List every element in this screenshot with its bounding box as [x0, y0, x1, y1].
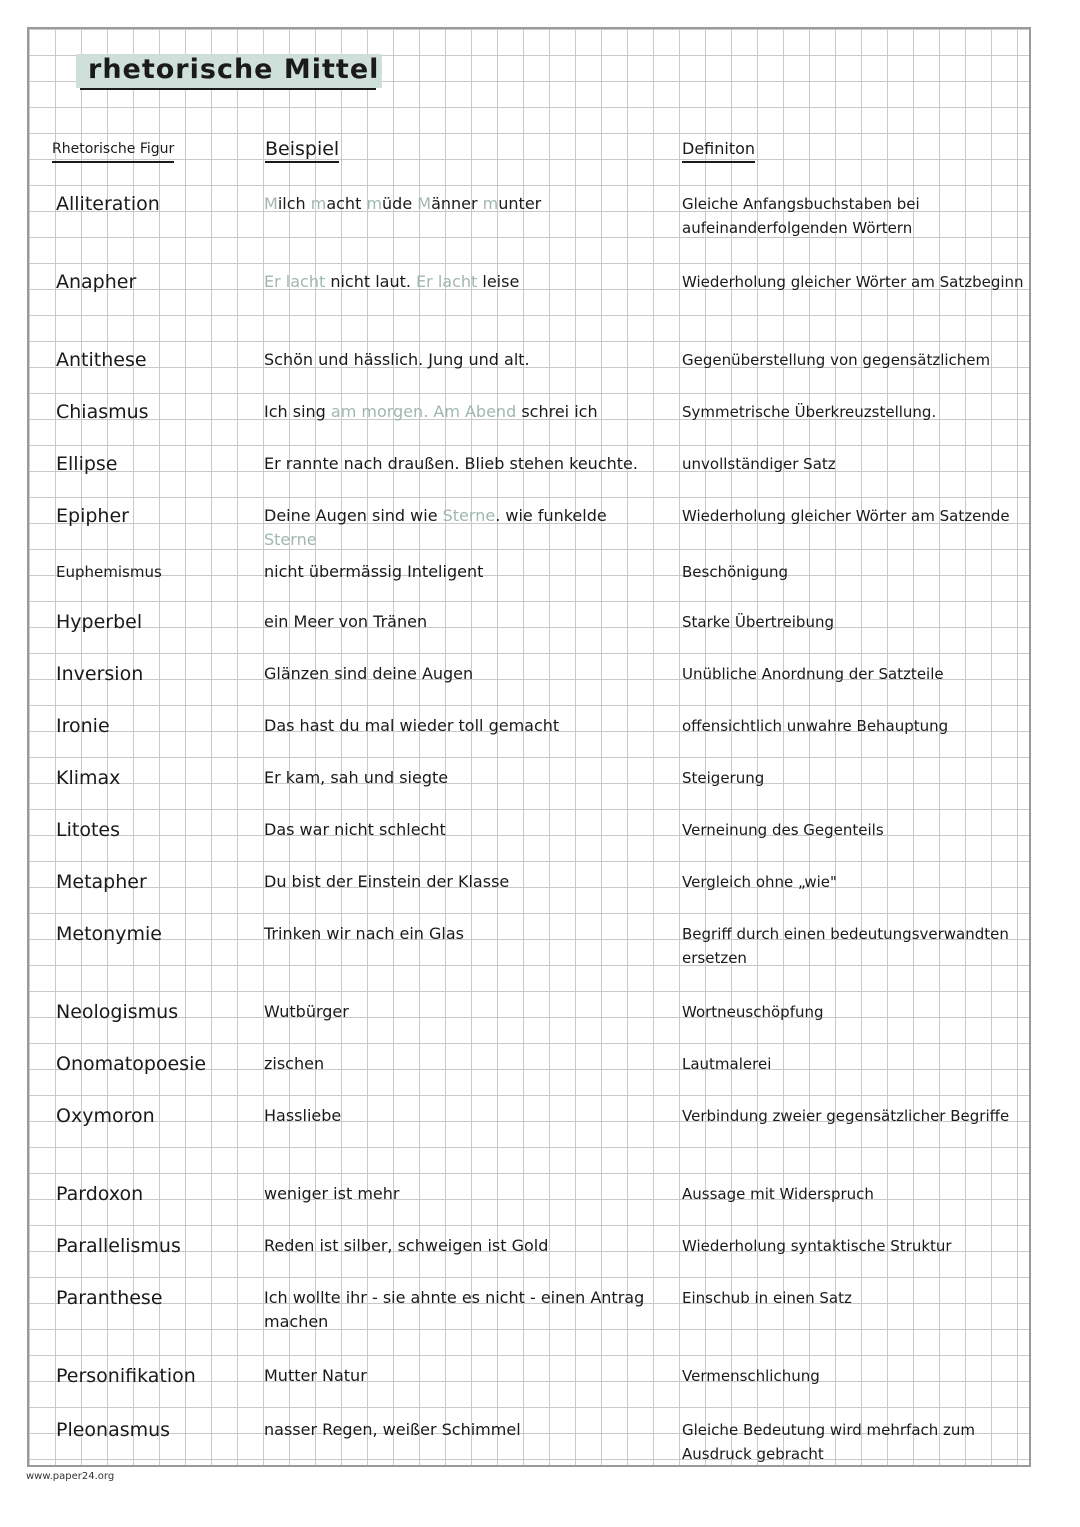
footer-url: www.paper24.org — [26, 1471, 115, 1482]
figure-definition: Symmetrische Überkreuzstellung. — [682, 403, 937, 421]
example-text: üde — [382, 194, 418, 213]
figure-term: Metonymie — [56, 923, 162, 945]
page-title: rhetorische Mittel — [88, 54, 380, 85]
figure-example — [264, 766, 664, 790]
figure-term: Pardoxon — [56, 1183, 144, 1205]
figure-term: Epipher — [56, 505, 129, 527]
example-text: acht — [326, 194, 367, 213]
example-highlight: Sterne — [264, 530, 317, 549]
header-term-label: Rhetorische Figur — [52, 138, 174, 163]
figure-example — [264, 1000, 664, 1024]
example-text: ein Meer von Tränen — [264, 612, 428, 631]
figure-definition: Verbindung zweier gegensätzlicher Begriffe — [682, 1107, 1010, 1125]
figure-term: Litotes — [56, 819, 120, 841]
figure-term: Euphemismus — [56, 563, 162, 581]
example-text: Reden ist silber, schweigen ist Gold — [264, 1236, 549, 1255]
example-text: Mutter Natur — [264, 1366, 367, 1385]
figure-term: Neologismus — [56, 1001, 179, 1023]
figure-term: Ellipse — [56, 453, 118, 475]
figure-term: Antithese — [56, 349, 147, 371]
example-text: änner — [431, 194, 483, 213]
figure-term: Anapher — [56, 271, 137, 293]
figure-term: Hyperbel — [56, 611, 143, 633]
figure-example — [264, 610, 664, 634]
figure-definition: Vermenschlichung — [682, 1367, 820, 1385]
example-highlight: M — [417, 194, 432, 213]
example-text: Schön und hässlich. Jung und alt. — [264, 350, 530, 369]
figure-example — [264, 870, 664, 894]
figure-example — [264, 452, 664, 476]
example-text: Trinken wir nach ein Glas — [264, 924, 465, 943]
figure-term: Metapher — [56, 871, 147, 893]
figure-example — [264, 662, 664, 686]
figure-term: Personifikation — [56, 1365, 196, 1387]
figure-example — [264, 270, 664, 294]
figure-definition: Gegenüberstellung von gegensätzlichem — [682, 351, 991, 369]
figure-example — [264, 560, 664, 584]
example-highlight: Er lacht — [264, 272, 326, 291]
figure-example — [264, 922, 664, 946]
example-highlight: m — [366, 194, 383, 213]
example-highlight: am morgen. Am Abend — [330, 402, 517, 421]
example-text: Deine Augen sind wie — [264, 506, 443, 525]
figure-example — [264, 1286, 664, 1334]
figure-term: Parallelismus — [56, 1235, 181, 1257]
example-highlight: M — [264, 194, 278, 213]
example-text: Das war nicht schlecht — [264, 820, 446, 839]
example-text: Du bist der Einstein der Klasse — [264, 872, 510, 891]
figure-definition: Beschönigung — [682, 563, 788, 581]
figure-example — [264, 400, 664, 424]
header-example-label: Beispiel — [265, 138, 339, 163]
example-text: Er rannte nach draußen. Blieb stehen keuchte. — [264, 454, 638, 473]
example-highlight: Sterne — [442, 506, 496, 525]
header-definition-label: Definiton — [682, 138, 755, 163]
figure-term: Pleonasmus — [56, 1419, 171, 1441]
figure-example — [264, 1052, 664, 1076]
figure-example — [264, 1182, 664, 1206]
figure-definition: Starke Übertreibung — [682, 613, 834, 631]
figure-definition: Gleiche Bedeutung wird mehrfach zum Ausdruck gebracht — [682, 1421, 976, 1463]
figure-definition: Steigerung — [682, 769, 765, 787]
example-text: . wie funkelde — [495, 506, 607, 525]
example-text: nasser Regen, weißer Schimmel — [264, 1420, 521, 1439]
figure-term: Ironie — [56, 715, 110, 737]
header-term — [52, 138, 174, 163]
figure-definition: Wortneuschöpfung — [682, 1003, 824, 1021]
figure-definition: Einschub in einen Satz — [682, 1289, 852, 1307]
example-text: Ich wollte ihr - sie ahnte es nicht - einen Antrag machen — [264, 1288, 645, 1331]
figure-term: Oxymoron — [56, 1105, 155, 1127]
figure-example — [264, 714, 664, 738]
figure-term: Onomatopoesie — [56, 1053, 207, 1075]
example-text: weniger ist mehr — [264, 1184, 400, 1203]
figure-term: Paranthese — [56, 1287, 163, 1309]
header-example — [265, 138, 339, 163]
example-text: ilch — [277, 194, 311, 213]
figure-definition: Wiederholung syntaktische Struktur — [682, 1237, 952, 1255]
example-text: Ich sing — [264, 402, 331, 421]
figure-example — [264, 1234, 664, 1258]
figure-definition: Wiederholung gleicher Wörter am Satzbeginn — [682, 273, 1024, 291]
example-text: Wutbürger — [264, 1002, 349, 1021]
example-text: Er kam, sah und siegte — [264, 768, 449, 787]
example-highlight: Er lacht — [416, 272, 478, 291]
title-underline — [80, 88, 376, 90]
figure-definition: Vergleich ohne „wie" — [682, 873, 837, 891]
figure-definition: Lautmalerei — [682, 1055, 772, 1073]
figure-definition: unvollständiger Satz — [682, 455, 836, 473]
figure-term: Chiasmus — [56, 401, 149, 423]
figure-definition: Begriff durch einen bedeutungsverwandten ersetzen — [682, 925, 1009, 967]
figure-definition: Aussage mit Widerspruch — [682, 1185, 874, 1203]
figure-definition: Verneinung des Gegenteils — [682, 821, 884, 839]
example-text: Hassliebe — [264, 1106, 342, 1125]
figure-example — [264, 192, 664, 216]
example-highlight: m — [310, 194, 327, 213]
example-text: schrei ich — [516, 402, 598, 421]
example-text: nicht laut. — [325, 272, 417, 291]
figure-example — [264, 1104, 664, 1128]
example-text: unter — [498, 194, 542, 213]
figure-definition: Unübliche Anordnung der Satzteile — [682, 665, 944, 683]
example-text: zischen — [264, 1054, 325, 1073]
example-text: nicht übermässig Inteligent — [264, 562, 484, 581]
figure-definition: offensichtlich unwahre Behauptung — [682, 717, 949, 735]
figure-example — [264, 818, 664, 842]
figure-term: Inversion — [56, 663, 144, 685]
title-block — [76, 50, 379, 90]
figure-example — [264, 1418, 664, 1442]
example-highlight: m — [482, 194, 499, 213]
example-text: Glänzen sind deine Augen — [264, 664, 474, 683]
example-text: leise — [477, 272, 520, 291]
figure-example — [264, 1364, 664, 1388]
figure-example — [264, 504, 664, 552]
figure-definition: Gleiche Anfangsbuchstaben bei aufeinanderfolgenden Wörtern — [682, 195, 920, 237]
figure-term: Klimax — [56, 767, 121, 789]
figure-example — [264, 348, 664, 372]
example-text: Das hast du mal wieder toll gemacht — [264, 716, 560, 735]
figure-term: Alliteration — [56, 193, 160, 215]
figure-definition: Wiederholung gleicher Wörter am Satzende — [682, 507, 1010, 525]
header-definition — [682, 138, 755, 163]
